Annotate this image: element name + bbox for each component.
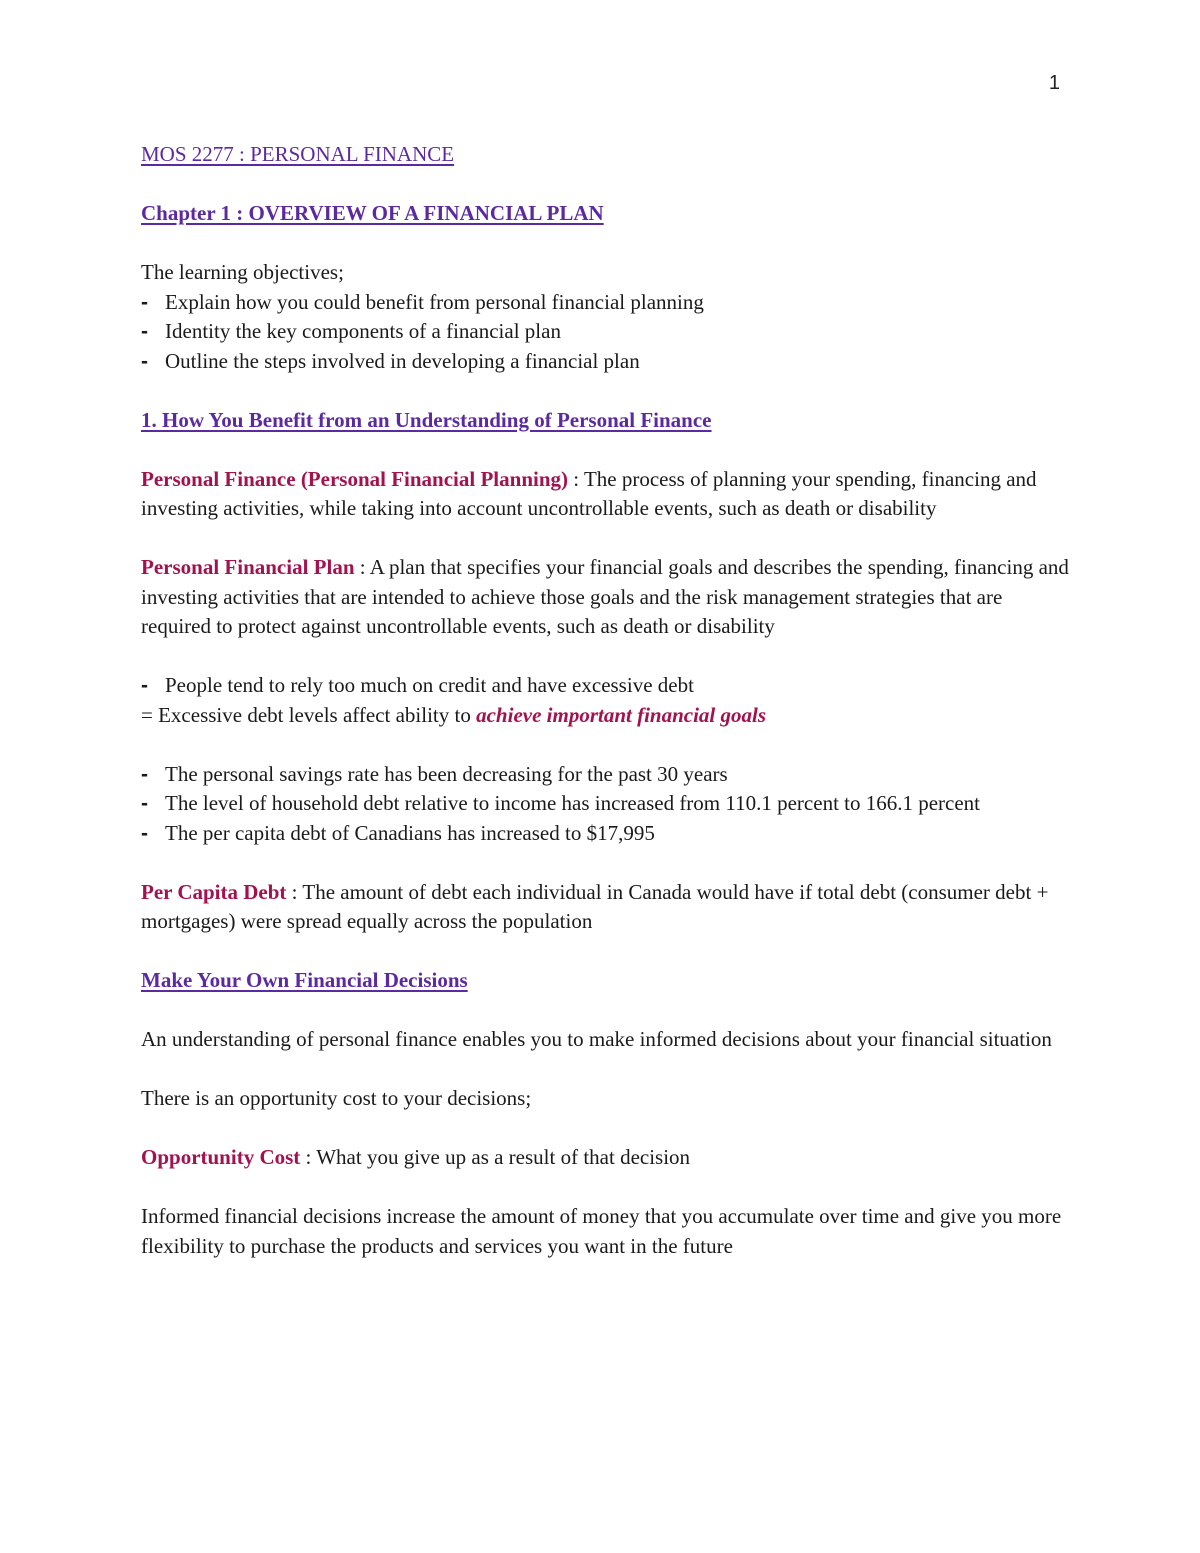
list-item: - The personal savings rate has been decreasing for the past 30 years xyxy=(141,760,1071,790)
section-heading: Make Your Own Financial Decisions xyxy=(141,968,468,992)
debt-consequence: = Excessive debt levels affect ability to achieve important financial goals xyxy=(141,702,767,727)
definition-term: Personal Finance (Personal Financial Planning) xyxy=(141,466,569,491)
debt-facts-list xyxy=(141,760,1071,849)
dash-bullet-icon: - xyxy=(141,762,148,786)
definition-per-capita-debt xyxy=(141,878,1071,937)
dash-bullet-icon: - xyxy=(141,821,148,845)
definition-term: Opportunity Cost xyxy=(141,1145,301,1169)
document-body xyxy=(141,140,1071,1261)
definition-text: : The amount of debt each individual in Canada would have if total debt (consumer debt + mortgages) were spread equally across the population xyxy=(141,879,1049,933)
course-title: MOS 2277 : PERSONAL FINANCE xyxy=(141,142,455,166)
paragraph: There is an opportunity cost to your decisions; xyxy=(141,1086,532,1110)
section-heading: 1. How You Benefit from an Understanding of Personal Finance xyxy=(141,407,712,432)
definition-term: Per Capita Debt xyxy=(141,879,287,904)
chapter-title: Chapter 1 : OVERVIEW OF A FINANCIAL PLAN xyxy=(141,201,604,225)
dash-bullet-icon: - xyxy=(141,674,148,697)
list-item: - Outline the steps involved in developing a financial plan xyxy=(141,347,1071,377)
definition-financial-plan xyxy=(141,553,1071,642)
definition-term: Personal Financial Plan xyxy=(141,555,355,579)
definition-text: : What you give up as a result of that decision xyxy=(300,1145,691,1169)
list-item: - The per capita debt of Canadians has increased to $17,995 xyxy=(141,819,1071,849)
dash-bullet-icon: - xyxy=(141,792,148,815)
objectives-list xyxy=(141,288,1071,377)
dash-bullet-icon: - xyxy=(141,349,148,373)
list-item: - Identity the key components of a financial plan xyxy=(141,317,1071,347)
paragraph: An understanding of personal finance enables you to make informed decisions about your financial situation xyxy=(141,1027,1052,1051)
list-item: - Explain how you could benefit from personal financial planning xyxy=(141,288,1071,318)
list-item: - The level of household debt relative to income has increased from 110.1 percent to 166.1 percent xyxy=(141,789,1071,819)
dash-bullet-icon: - xyxy=(141,320,148,343)
page-number: 1 xyxy=(1048,72,1060,94)
paragraph: Informed financial decisions increase the amount of money that you accumulate over time and give you more flexibility to purchase the products and services you want in the future xyxy=(141,1204,1062,1258)
objectives-intro: The learning objectives; xyxy=(141,260,344,284)
definition-text: : A plan that specifies your financial goals and describes the spending, financing and investing activities that are intended to achieve those goals and the risk management strategies that are required to protect against uncontrollable events, such as death or disability xyxy=(141,555,1069,638)
definition-text: : The process of planning your spending, financing and investing activities, while taking into account uncontrollable events, such as death or disability xyxy=(141,466,1037,520)
definition-personal-finance xyxy=(141,465,1071,524)
credit-list xyxy=(141,671,1071,701)
emphasis-text: achieve important financial goals xyxy=(476,702,767,727)
definition-opportunity-cost xyxy=(141,1143,1071,1173)
list-item: - People tend to rely too much on credit and have excessive debt xyxy=(141,671,1071,701)
dash-bullet-icon: - xyxy=(141,290,148,314)
